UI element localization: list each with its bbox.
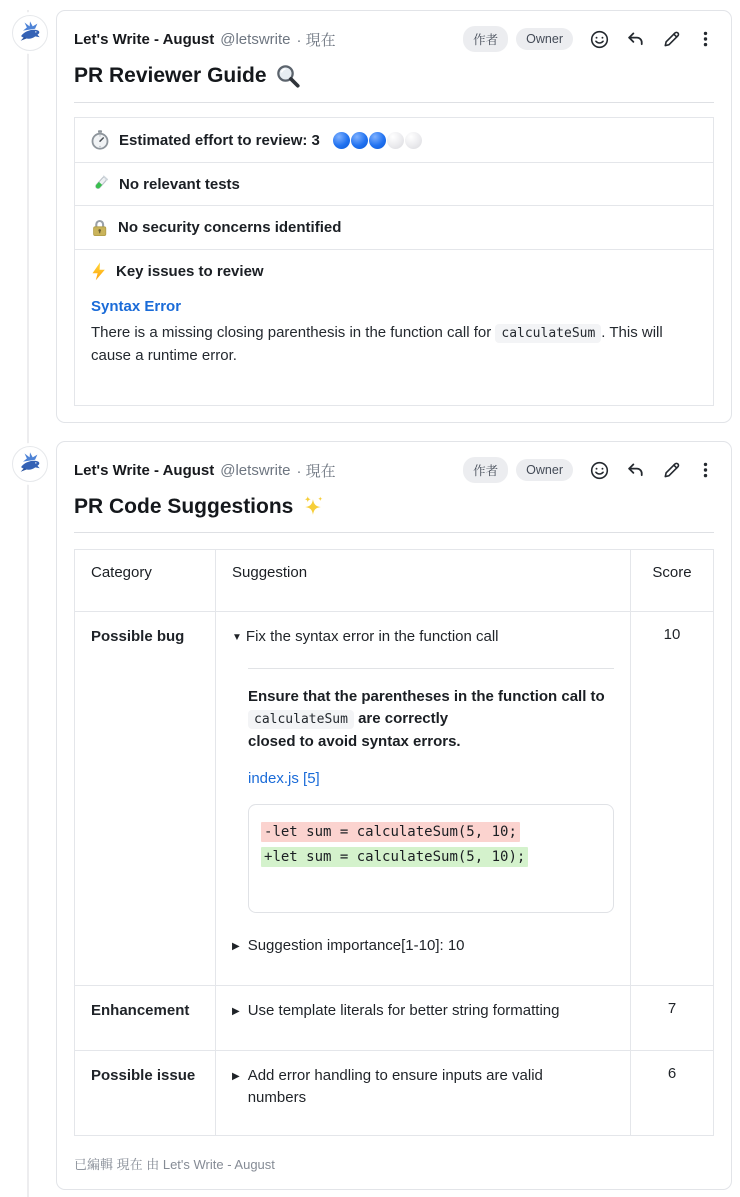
owner-badge: Owner	[516, 459, 573, 481]
diff-line-removed: -let sum = calculateSum(5, 10;	[261, 820, 601, 845]
security-row	[91, 218, 697, 237]
author-badge: 作者	[463, 26, 508, 52]
effort-dots	[333, 132, 422, 149]
score-cell: 6	[631, 1051, 714, 1136]
table-row	[75, 206, 714, 250]
effort-dot-filled	[333, 132, 350, 149]
suggestion-cell	[216, 1051, 631, 1136]
table-row-enhancement	[75, 986, 714, 1051]
tests-text: No relevant tests	[119, 175, 240, 193]
timeline-rail	[27, 10, 29, 1197]
triangle-right-icon: ▶	[232, 1006, 240, 1017]
magnifier-icon	[275, 63, 301, 89]
edit-pencil-icon	[662, 30, 680, 48]
file-line-link[interactable]: index.js [5]	[248, 770, 320, 787]
table-row	[75, 163, 714, 206]
table-header-row	[75, 550, 714, 612]
sparkles-icon	[301, 494, 326, 519]
dragon-avatar-icon	[16, 19, 44, 47]
suggestion-summary-collapsed[interactable]: ▶ Use template literals for better string formatting	[232, 1000, 614, 1024]
key-issues-text: Key issues to review	[116, 263, 264, 280]
inline-code-chip: calculateSum	[495, 324, 601, 343]
author-name[interactable]: Let's Write - August	[74, 30, 215, 48]
issue-title-link[interactable]: Syntax Error	[91, 298, 182, 315]
column-header-category: Category	[75, 550, 216, 612]
table-row-possible-issue	[75, 1051, 714, 1136]
edited-footer: 已編輯 現在 由 Let's Write - August	[74, 1157, 275, 1172]
timestamp: · 現在	[296, 462, 336, 480]
smiley-icon	[590, 461, 609, 480]
triangle-right-icon: ▶	[232, 941, 240, 952]
add-reaction-button[interactable]	[590, 461, 609, 480]
category-cell: Possible issue	[75, 1051, 216, 1136]
edit-pencil-icon	[662, 461, 680, 479]
smiley-icon	[590, 30, 609, 49]
suggestion-cell	[216, 612, 631, 986]
edit-button[interactable]	[662, 461, 680, 479]
effort-dot-empty	[387, 132, 404, 149]
key-issue-block	[91, 298, 697, 393]
stopwatch-icon	[91, 130, 109, 150]
effort-dot-filled	[351, 132, 368, 149]
dragon-avatar-icon	[16, 450, 44, 478]
owner-badge: Owner	[516, 28, 573, 50]
effort-text: Estimated effort to review: 3	[119, 131, 320, 149]
column-header-suggestion: Suggestion	[216, 550, 631, 612]
suggestion-description: Ensure that the parentheses in the function call to calculateSum are correctly closed to avoid syntax errors.	[248, 688, 605, 750]
comment-title-code-suggestions: PR Code Suggestions	[74, 494, 714, 519]
diff-line-added: +let sum = calculateSum(5, 10);	[261, 845, 601, 870]
title-divider	[74, 102, 714, 103]
key-issues-row	[91, 262, 697, 281]
title-divider	[74, 532, 714, 533]
issue-description: There is a missing closing parenthesis in the function call for calculateSum . This will cause a runtime error.	[91, 324, 663, 364]
diff-code-block	[248, 804, 614, 913]
table-row	[75, 118, 714, 163]
column-header-score: Score	[631, 550, 714, 612]
more-actions-button[interactable]	[697, 30, 714, 48]
table-row	[75, 250, 714, 406]
more-actions-button[interactable]	[697, 461, 714, 479]
comment-card-reviewer-guide	[56, 10, 732, 423]
author-handle[interactable]: @letswrite	[220, 30, 291, 48]
author-handle[interactable]: @letswrite	[220, 461, 291, 479]
effort-row	[91, 130, 697, 150]
suggestion-summary-expanded[interactable]: ▼ Fix the syntax error in the function call	[232, 626, 614, 650]
score-cell: 10	[631, 612, 714, 986]
triangle-down-icon: ▼	[232, 632, 242, 643]
lock-icon	[91, 218, 108, 237]
importance-summary-collapsed[interactable]: ▶ Suggestion importance[1-10]: 10	[232, 935, 614, 959]
suggestions-table	[74, 549, 714, 1136]
reply-arrow-icon	[626, 30, 645, 48]
author-name[interactable]: Let's Write - August	[74, 461, 215, 479]
test-tube-icon	[91, 175, 109, 193]
inline-code-chip: calculateSum	[248, 710, 354, 729]
comment-title-reviewer-guide: PR Reviewer Guide	[74, 63, 714, 89]
category-cell: Possible bug	[75, 612, 216, 986]
reply-button[interactable]	[626, 30, 645, 48]
category-cell: Enhancement	[75, 986, 216, 1051]
avatar[interactable]	[12, 446, 48, 482]
suggestion-detail	[248, 668, 614, 913]
score-cell: 7	[631, 986, 714, 1051]
kebab-menu-icon	[697, 30, 714, 48]
table-row-possible-bug	[75, 612, 714, 986]
triangle-right-icon: ▶	[232, 1071, 240, 1082]
comment-header	[74, 457, 714, 483]
comment-card-code-suggestions	[56, 441, 732, 1190]
effort-dot-empty	[405, 132, 422, 149]
effort-dot-filled	[369, 132, 386, 149]
lightning-icon	[91, 262, 106, 281]
timestamp: · 現在	[296, 31, 336, 49]
tests-row	[91, 175, 697, 193]
comment-header	[74, 26, 714, 52]
edit-button[interactable]	[662, 30, 680, 48]
reply-arrow-icon	[626, 461, 645, 479]
kebab-menu-icon	[697, 461, 714, 479]
security-text: No security concerns identified	[118, 219, 342, 236]
review-summary-table	[74, 117, 714, 406]
author-badge: 作者	[463, 457, 508, 483]
suggestion-cell	[216, 986, 631, 1051]
avatar[interactable]	[12, 15, 48, 51]
add-reaction-button[interactable]	[590, 30, 609, 49]
detail-divider	[248, 668, 614, 669]
suggestion-summary-collapsed[interactable]: ▶ Add error handling to ensure inputs are valid numbers	[232, 1067, 543, 1106]
reply-button[interactable]	[626, 461, 645, 479]
